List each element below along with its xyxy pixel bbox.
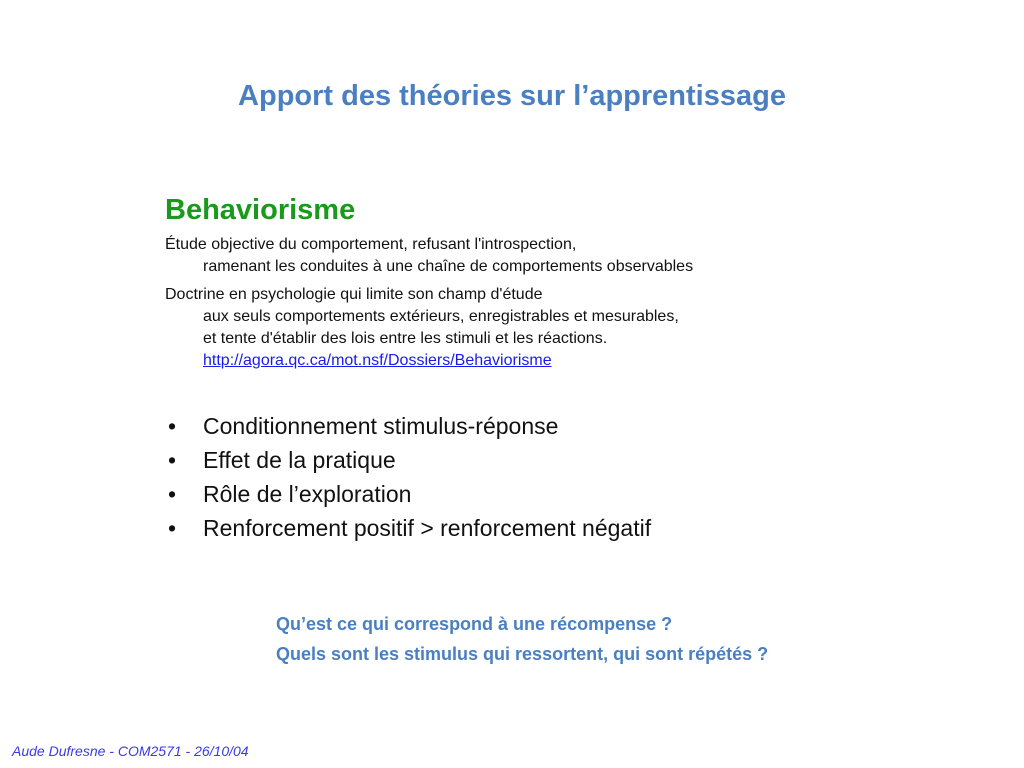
definition-paragraph-2 [165,284,679,372]
discussion-questions [276,609,768,669]
key-points-list [165,409,651,545]
definition-1-line-1: Étude objective du comportement, refusant l'introspection, [165,236,577,253]
section-heading-behaviorisme: Behaviorisme [165,194,356,226]
bullet-icon: • [168,447,177,473]
question-1: Qu’est ce qui correspond à une récompense ? [276,614,673,634]
bullet-icon: • [168,481,177,507]
bullet-text: Conditionnement stimulus-réponse [203,413,559,439]
bullet-icon: • [168,413,177,439]
definition-paragraph-1 [165,234,693,278]
list-item [165,477,651,511]
definition-2-line-2: aux seuls comportements extérieurs, enregistrables et mesurables, [203,308,679,325]
list-item [165,443,651,477]
definition-2-line-3: et tente d'établir des lois entre les stimuli et les réactions. [203,330,608,347]
question-2: Quels sont les stimulus qui ressortent, qui sont répétés ? [276,644,769,664]
bullet-icon: • [168,515,177,541]
slide-title: Apport des théories sur l’apprentissage [238,80,786,112]
list-item [165,409,651,443]
bullet-text: Renforcement positif > renforcement négatif [203,515,652,541]
slide-footer: Aude Dufresne - COM2571 - 26/10/04 [12,743,249,759]
source-link[interactable]: http://agora.qc.ca/mot.nsf/Dossiers/Behaviorisme [203,352,552,369]
definition-2-line-1: Doctrine en psychologie qui limite son champ d'étude [165,286,543,303]
definition-1-line-2: ramenant les conduites à une chaîne de comportements observables [203,258,694,275]
bullet-text: Rôle de l’exploration [203,481,412,507]
list-item [165,511,651,545]
bullet-text: Effet de la pratique [203,447,396,473]
